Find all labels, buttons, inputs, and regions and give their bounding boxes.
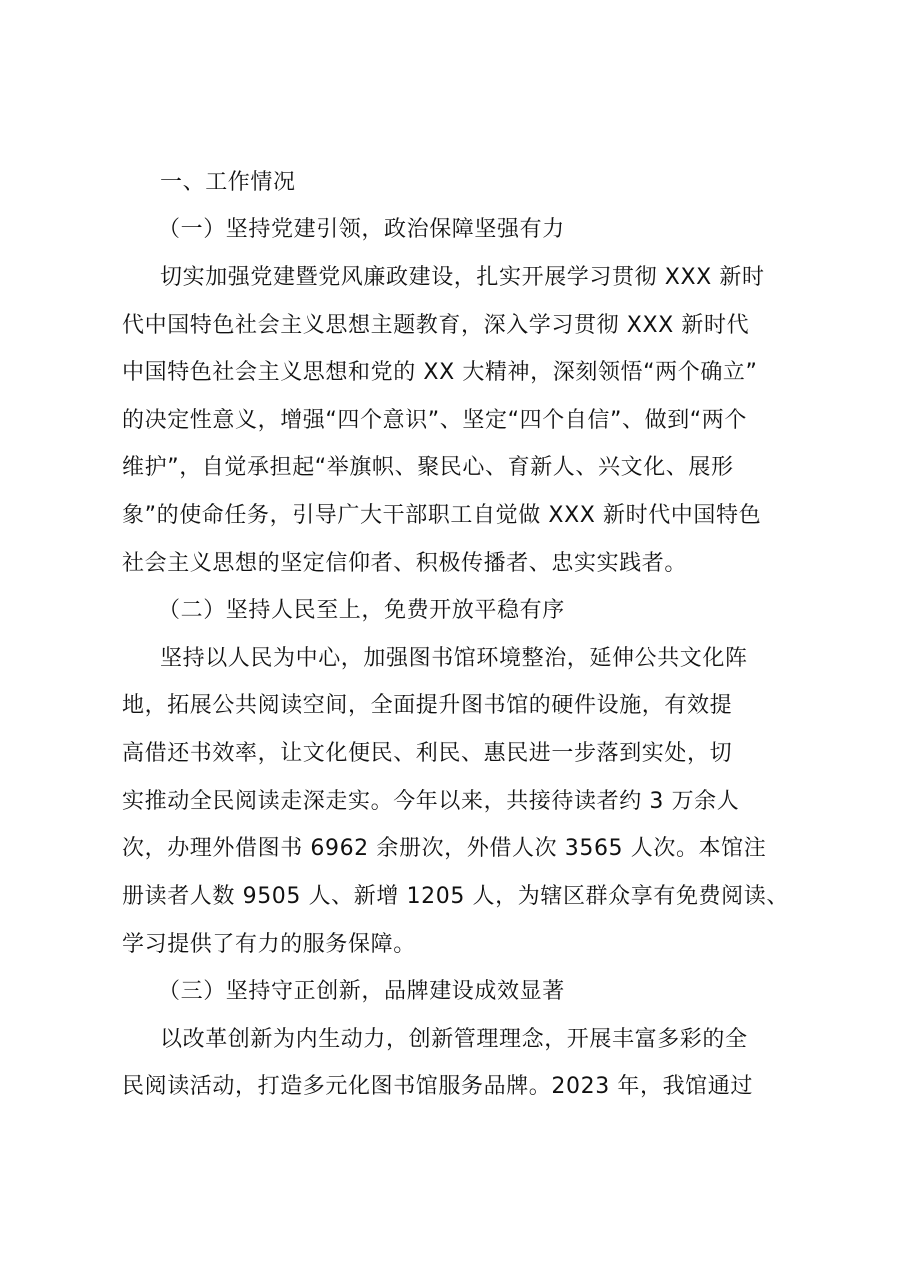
section-3-title: （三）坚持守正创新，品牌建设成效显著 xyxy=(158,979,565,1004)
paragraph-line: 实推动全民阅读走深走实。今年以来，共接待读者约 3 万余人 xyxy=(122,789,740,814)
section-2-title: （二）坚持人民至上，免费开放平稳有序 xyxy=(158,598,565,623)
paragraph-line: 坚持以人民为中心，加强图书馆环境整治，延伸公共文化阵 xyxy=(160,646,748,671)
paragraph-line: 以改革创新为内生动力，创新管理理念，开展丰富多彩的全 xyxy=(160,1027,748,1052)
paragraph-line: 切实加强党建暨党风廉政建设，扎实开展学习贯彻 XXX 新时 xyxy=(160,265,765,290)
paragraph-line: 象”的使命任务，引导广大干部职工自觉做 XXX 新时代中国特色 xyxy=(122,503,762,528)
heading-work-situation: 一、工作情况 xyxy=(160,170,296,195)
paragraph-line: 民阅读活动，打造多元化图书馆服务品牌。2023 年，我馆通过 xyxy=(122,1074,753,1099)
paragraph-line: 册读者人数 9505 人、新增 1205 人，为辖区群众享有免费阅读、 xyxy=(122,884,789,909)
paragraph-line: 中国特色社会主义思想和党的 XX 大精神，深刻领悟“两个确立” xyxy=(122,360,758,385)
paragraph-line: 维护”，自觉承担起“举旗帜、聚民心、育新人、兴文化、展形 xyxy=(122,455,734,480)
paragraph-line: 高借还书效率，让文化便民、利民、惠民进一步落到实处，切 xyxy=(122,741,733,766)
paragraph-line: 学习提供了有力的服务保障。 xyxy=(122,932,416,957)
paragraph-line: 代中国特色社会主义思想主题教育，深入学习贯彻 XXX 新时代 xyxy=(122,313,750,338)
paragraph-line: 的决定性意义，增强“四个意识”、坚定“四个自信”、做到“两个 xyxy=(122,408,747,433)
paragraph-line: 地，拓展公共阅读空间，全面提升图书馆的硬件设施，有效提 xyxy=(122,693,733,718)
paragraph-line: 社会主义思想的坚定信仰者、积极传播者、忠实实践者。 xyxy=(122,551,688,576)
section-1-title: （一）坚持党建引领，政治保障坚强有力 xyxy=(158,217,565,242)
paragraph-line: 次，办理外借图书 6962 余册次，外借人次 3565 人次。本馆注 xyxy=(122,836,767,861)
